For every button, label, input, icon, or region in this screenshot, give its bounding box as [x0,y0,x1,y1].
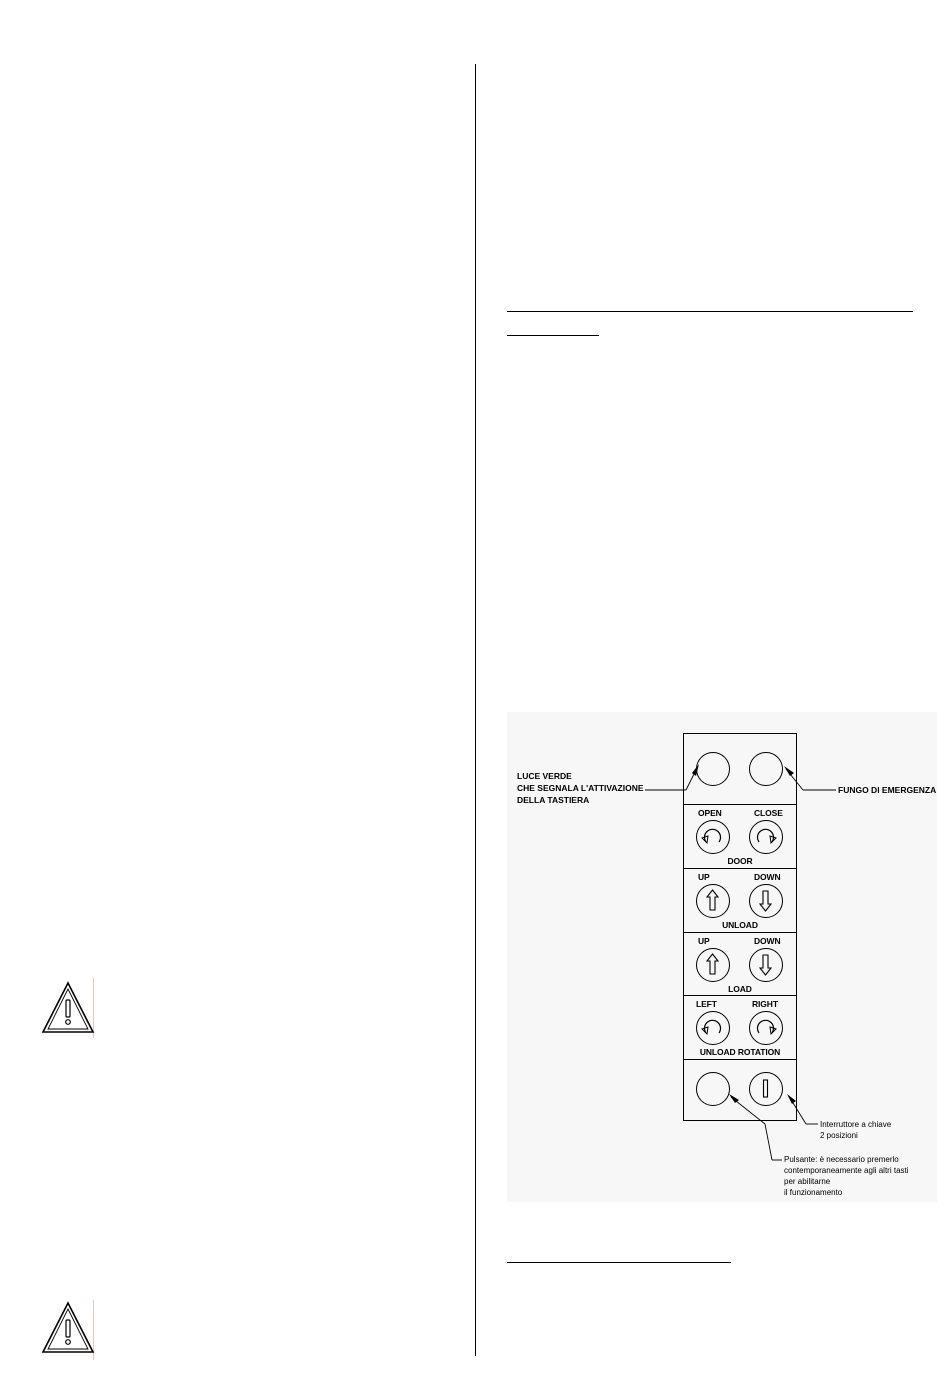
warning-triangle-icon [40,1300,96,1358]
annotation-line: Interruttore a chiave [820,1120,892,1129]
door-open-button[interactable] [696,820,730,854]
arrow-up-icon [697,885,728,916]
annotation-line: 2 posizioni [820,1131,858,1140]
unload-down-button[interactable] [749,884,783,918]
section-divider [684,1059,796,1060]
close-label: CLOSE [754,808,783,818]
column-divider [475,64,476,1356]
rotate-left-icon [697,1012,728,1043]
heading-rule [507,311,913,312]
green-light-annotation [517,770,644,806]
enable-pushbutton[interactable] [696,1072,730,1106]
key-slot-icon [750,1073,781,1104]
arrow-up-icon [697,949,728,980]
green-light-indicator [696,752,730,786]
annotation-line: CHE SEGNALA L'ATTIVAZIONE [517,783,644,793]
unload-down-label: DOWN [754,872,781,882]
rotate-right-icon [750,1012,781,1043]
unload-up-button[interactable] [696,884,730,918]
key-switch-annotation [820,1119,891,1141]
rotate-left-icon [697,821,728,852]
rotation-right-label: RIGHT [752,999,778,1009]
subheading-rule [507,1262,731,1263]
arrow-down-icon [750,885,781,916]
open-label: OPEN [698,808,722,818]
pushbutton-annotation [784,1154,909,1198]
rotate-right-icon [750,821,781,852]
key-switch[interactable] [749,1072,783,1106]
load-down-label: DOWN [754,936,781,946]
warning-triangle-icon [40,980,96,1038]
door-title: DOOR [727,856,753,866]
heading-rule-short [507,335,599,336]
keypad-panel [683,733,797,1121]
door-close-button[interactable] [749,820,783,854]
emergency-annotation: FUNGO DI EMERGENZA [838,785,937,795]
annotation-line: contemporaneamente agli altri tasti [784,1166,909,1175]
annotation-line: per abilitarne [784,1177,831,1186]
rotation-title: UNLOAD ROTATION [699,1047,781,1057]
unload-up-label: UP [698,872,710,882]
section-divider [684,868,796,869]
unload-title: UNLOAD [722,920,758,930]
annotation-line: DELLA TASTIERA [517,795,590,805]
load-up-label: UP [698,936,710,946]
annotation-line: il funzionamento [784,1188,843,1197]
load-title: LOAD [728,984,752,994]
rotation-left-button[interactable] [696,1011,730,1045]
rotation-right-button[interactable] [749,1011,783,1045]
load-up-button[interactable] [696,948,730,982]
rotation-left-label: LEFT [696,999,717,1009]
section-divider [684,995,796,996]
annotation-line: LUCE VERDE [517,771,572,781]
arrow-down-icon [750,949,781,980]
emergency-stop-button[interactable] [749,752,783,786]
section-divider [684,804,796,805]
section-divider [684,932,796,933]
annotation-line: Pulsante: è necessario premerlo [784,1155,899,1164]
load-down-button[interactable] [749,948,783,982]
